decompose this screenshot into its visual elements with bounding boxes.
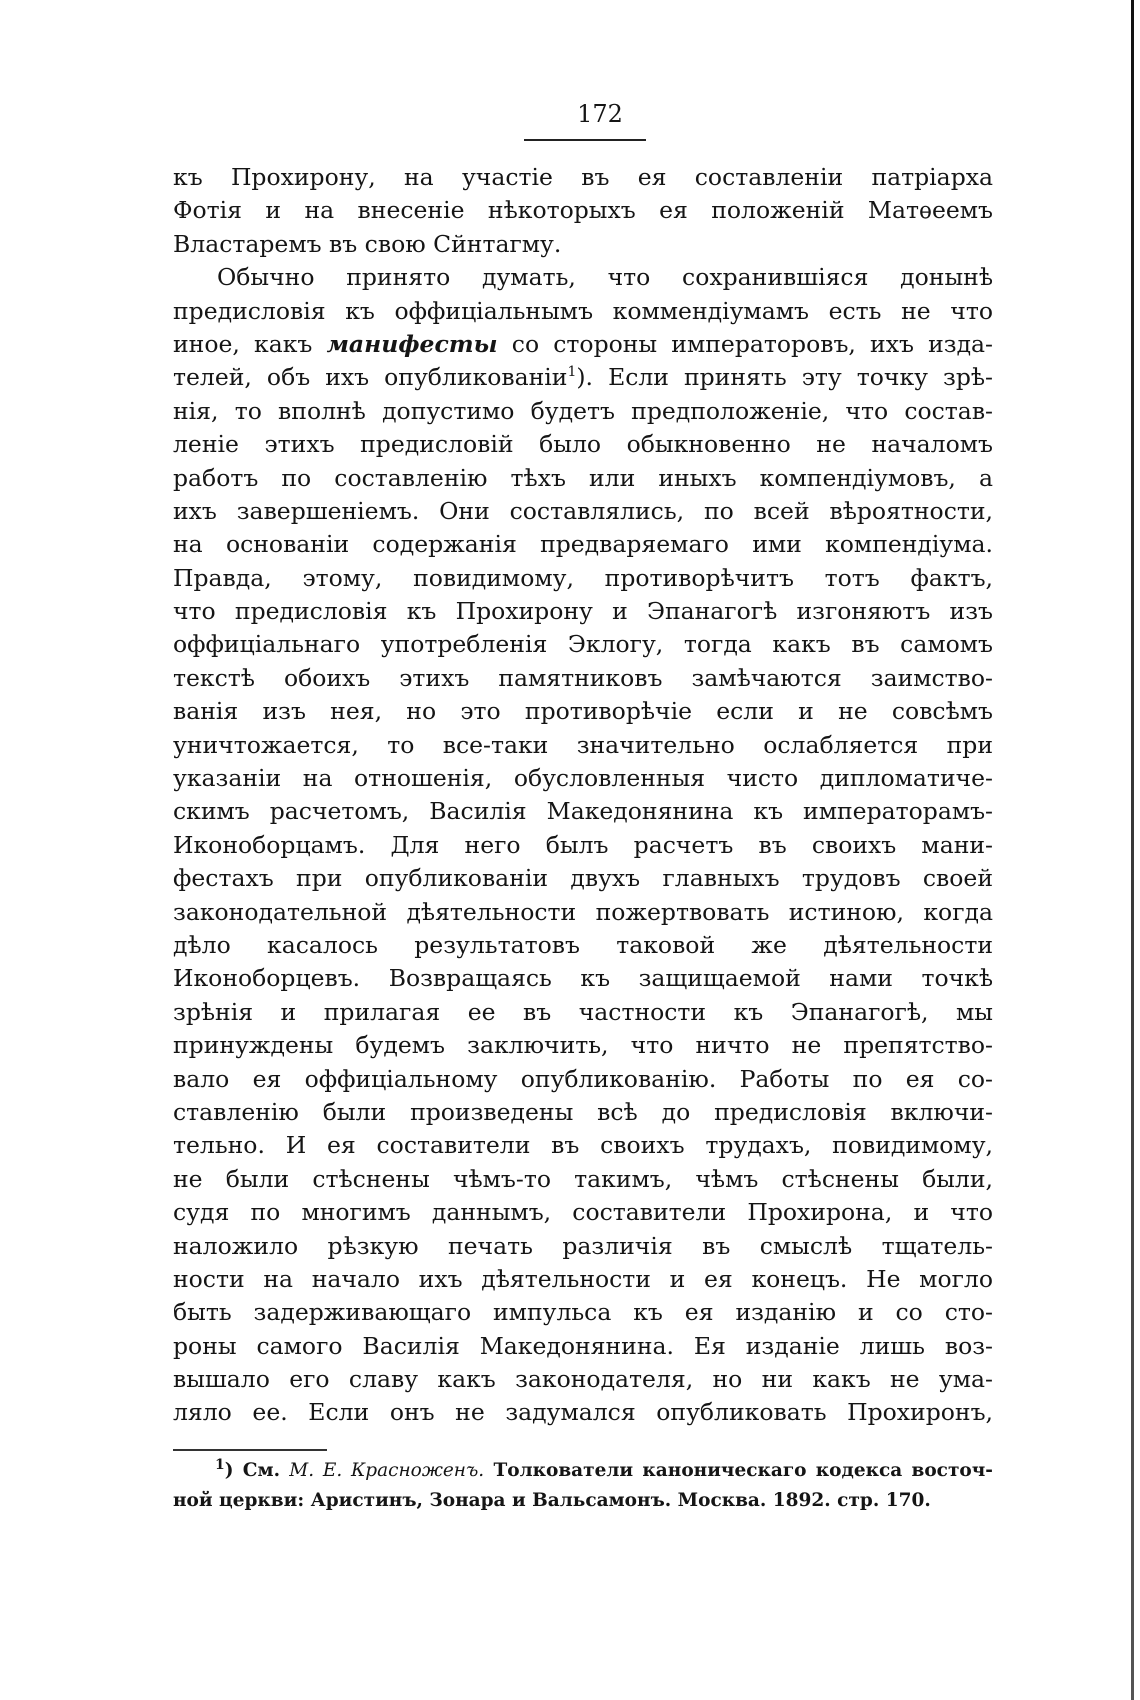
footnote-author: М. Е. Красноженъ. xyxy=(289,1460,485,1481)
header-rule xyxy=(524,139,646,141)
text-line: уничтожается, то все-таки значительно ослабляется при xyxy=(173,730,993,759)
text-line xyxy=(173,361,993,394)
body-text xyxy=(173,161,993,1430)
text-line: роны самого Василія Македонянина. Ея изданіе лишь воз- xyxy=(173,1331,993,1360)
text-line: скимъ расчетомъ, Василія Македонянина къ императорамъ- xyxy=(173,797,993,826)
paragraph-start-line: Обычно принято думать, что сохранившіяся донынѣ xyxy=(217,263,993,292)
text-line: фестахъ при опубликованіи двухъ главныхъ трудовъ своей xyxy=(173,864,993,893)
text-line: ставленію были произведены всѣ до предисловія включи- xyxy=(173,1097,993,1126)
text-line: что предисловія къ Прохирону и Эпанагогѣ изгоняютъ изъ xyxy=(173,597,993,626)
text-line: ляло ее. Если онъ не задумался опубликовать Прохиронъ, xyxy=(173,1398,993,1427)
text-line: законодательной дѣятельности пожертвовать истиною, когда xyxy=(173,897,993,926)
text-line: леніе этихъ предисловій было обыкновенно не началомъ xyxy=(173,430,993,459)
text-line: предисловія къ оффиціальнымъ коммендіумамъ есть не что xyxy=(173,296,993,325)
footnote-rule xyxy=(173,1449,327,1451)
footnote-fragment: ) См. xyxy=(224,1460,281,1481)
footnotes xyxy=(173,1456,993,1516)
text-line: Властаремъ въ свою Сйнтагму. xyxy=(173,229,562,258)
footnote-fragment: Толкователи каноническаго кодекса восточ- xyxy=(493,1460,993,1481)
footnote-marker: 1 xyxy=(215,1456,225,1473)
text-line: ихъ завершеніемъ. Они составлялись, по всей вѣроятности, xyxy=(173,496,993,525)
text-line: не были стѣснены чѣмъ-то такимъ, чѣмъ стѣснены были, xyxy=(173,1164,993,1193)
text-line: ванія изъ нея, но это противорѣчіе если и не совсѣмъ xyxy=(173,697,993,726)
text-line xyxy=(173,328,993,361)
text-line: принуждены будемъ заключить, что ничто не препятство- xyxy=(173,1031,993,1060)
text-line: вало ея оффиціальному опубликованію. Работы по ея со- xyxy=(173,1064,993,1093)
footnote-line xyxy=(173,1456,993,1486)
emphasized-word: манифесты xyxy=(326,329,498,358)
text-line: оффиціальнаго употребленія Эклогу, тогда какъ въ самомъ xyxy=(173,630,993,659)
text-line: наложило рѣзкую печать различія въ смыслѣ тщатель- xyxy=(173,1231,993,1260)
text-line: Фотія и на внесеніе нѣкоторыхъ ея положеній Матѳеемъ xyxy=(173,196,993,225)
footnote-line: ной церкви: Аристинъ, Зонара и Вальсамонъ. Москва. 1892. стр. 170. xyxy=(173,1490,931,1511)
text-line: вышало его славу какъ законодателя, но ни какъ не ума- xyxy=(173,1365,993,1394)
text-line: къ Прохирону, на участіе въ ея составленіи патріарха xyxy=(173,163,993,191)
text-line: нія, то вполнѣ допустимо будетъ предположеніе, что состав- xyxy=(173,396,993,425)
text-line: Правда, этому, повидимому, противорѣчитъ тотъ фактъ, xyxy=(173,563,993,592)
text-line: текстѣ обоихъ этихъ памятниковъ замѣчаются заимство- xyxy=(173,663,993,692)
text-line: ности на начало ихъ дѣятельности и ея конецъ. Не могло xyxy=(173,1264,993,1293)
text-line: указаніи на отношенія, обусловленныя чисто дипломатиче- xyxy=(173,764,993,793)
text-line: работъ по составленію тѣхъ или иныхъ компендіумовъ, а xyxy=(173,463,993,492)
page-number: 172 xyxy=(577,100,623,128)
text-fragment: телей, объ ихъ опубликованіи xyxy=(173,363,568,392)
text-line: судя по многимъ даннымъ, составители Прохирона, и что xyxy=(173,1198,993,1227)
text-fragment: со стороны императоровъ, ихъ изда- xyxy=(511,329,993,358)
text-line: дѣло касалось результатовъ таковой же дѣятельности xyxy=(173,930,993,959)
text-line: Иконоборцамъ. Для него былъ расчетъ въ своихъ мани- xyxy=(173,830,993,859)
text-line: тельно. И ея составители въ своихъ трудахъ, повидимому, xyxy=(173,1131,993,1160)
text-line: Иконоборцевъ. Возвращаясь къ защищаемой нами точкѣ xyxy=(173,964,993,993)
text-line: быть задерживающаго импульса къ ея изданію и со сто- xyxy=(173,1298,993,1327)
footnote-ref[interactable]: 1 xyxy=(567,364,577,381)
text-fragment: ). Если принять эту точку зрѣ- xyxy=(576,363,993,392)
page-edge xyxy=(1131,0,1134,1700)
text-line: зрѣнія и прилагая ее въ частности къ Эпанагогѣ, мы xyxy=(173,997,993,1026)
text-line: на основаніи содержанія предваряемаго ими компендіума. xyxy=(173,530,993,559)
text-fragment: иное, какъ xyxy=(173,329,313,358)
